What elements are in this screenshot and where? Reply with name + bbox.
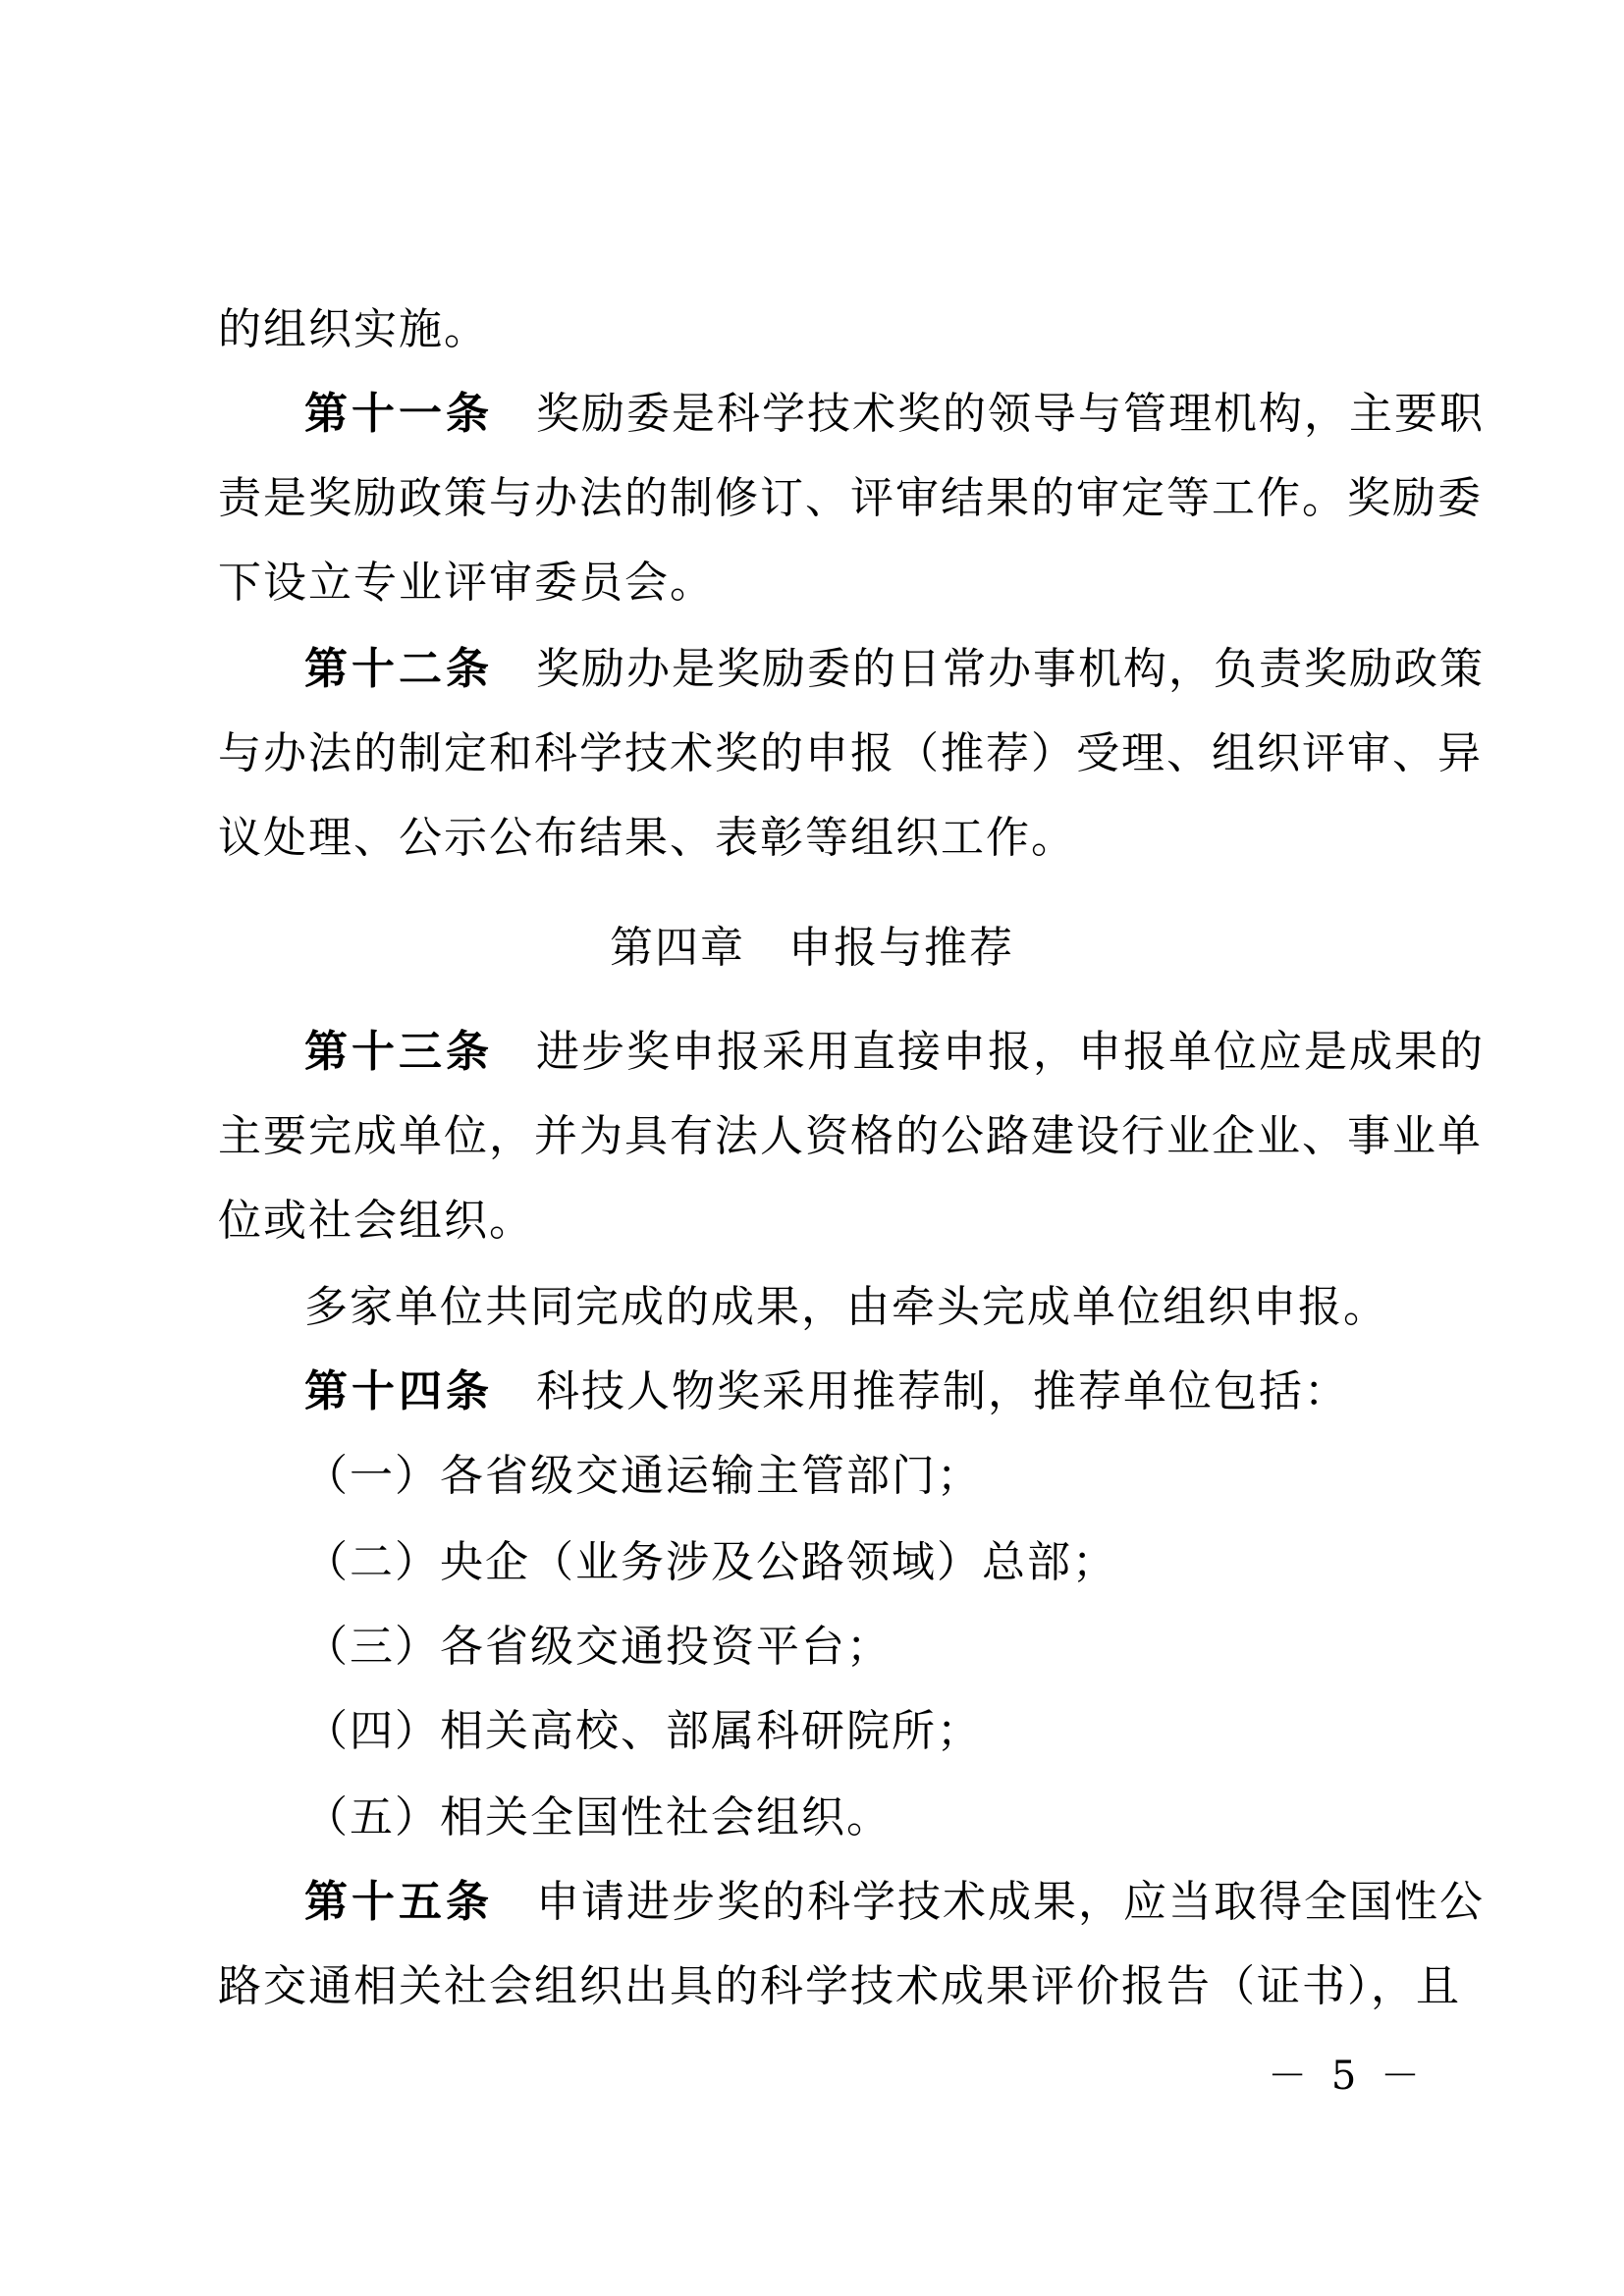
list-item: （一）各省级交通运输主管部门； bbox=[304, 1451, 982, 1501]
article-15-line bbox=[304, 1873, 1485, 1932]
article-number: 第十二条 bbox=[304, 644, 493, 694]
article-13-line bbox=[304, 1023, 1485, 1082]
article-number: 第十一条 bbox=[304, 389, 493, 439]
chapter-heading bbox=[0, 919, 1624, 978]
paragraph-line: 位或社会组织。 bbox=[218, 1196, 534, 1246]
article-11-line bbox=[304, 385, 1485, 444]
page-number: － 5 － bbox=[1268, 2054, 1426, 2099]
chapter-number: 第四章 bbox=[610, 923, 745, 973]
paragraph-line: 议处理、公示公布结果、表彰等组织工作。 bbox=[218, 813, 1076, 863]
article-text: 奖励办是奖励委的日常办事机构，负责奖励政策 bbox=[536, 644, 1485, 694]
chapter-title: 申报与推荐 bbox=[788, 923, 1014, 973]
article-text: 科技人物奖采用推荐制，推荐单位包括： bbox=[536, 1366, 1349, 1416]
paragraph-line: 下设立专业评审委员会。 bbox=[218, 558, 715, 608]
article-text: 奖励委是科学技术奖的领导与管理机构，主要职 bbox=[536, 389, 1485, 439]
article-14-line bbox=[304, 1362, 1426, 1421]
paragraph-line: 路交通相关社会组织出具的科学技术成果评价报告（证书），且 bbox=[218, 1961, 1461, 2011]
paragraph-line: 多家单位共同完成的成果，由牵头完成单位组织申报。 bbox=[304, 1282, 1388, 1332]
paragraph-line: 主要完成单位，并为具有法人资格的公路建设行业企业、事业单 bbox=[218, 1111, 1483, 1161]
list-item: （四）相关高校、部属科研院所； bbox=[304, 1706, 982, 1756]
article-number: 第十三条 bbox=[304, 1027, 493, 1077]
paragraph-line: 责是奖励政策与办法的制修订、评审结果的审定等工作。奖励委 bbox=[218, 473, 1483, 523]
paragraph-line: 与办法的制定和科学技术奖的申报（推荐）受理、组织评审、异 bbox=[218, 728, 1483, 778]
article-12-line bbox=[304, 640, 1485, 699]
article-number: 第十五条 bbox=[304, 1877, 493, 1927]
list-item: （三）各省级交通投资平台； bbox=[304, 1622, 892, 1672]
article-text: 申请进步奖的科学技术成果，应当取得全国性公 bbox=[536, 1877, 1485, 1927]
article-number: 第十四条 bbox=[304, 1366, 493, 1416]
paragraph-line: 的组织实施。 bbox=[218, 304, 489, 354]
list-item: （二）央企（业务涉及公路领域）总部； bbox=[304, 1537, 1117, 1587]
list-item: （五）相关全国性社会组织。 bbox=[304, 1792, 892, 1842]
article-text: 进步奖申报采用直接申报，申报单位应是成果的 bbox=[536, 1027, 1485, 1077]
